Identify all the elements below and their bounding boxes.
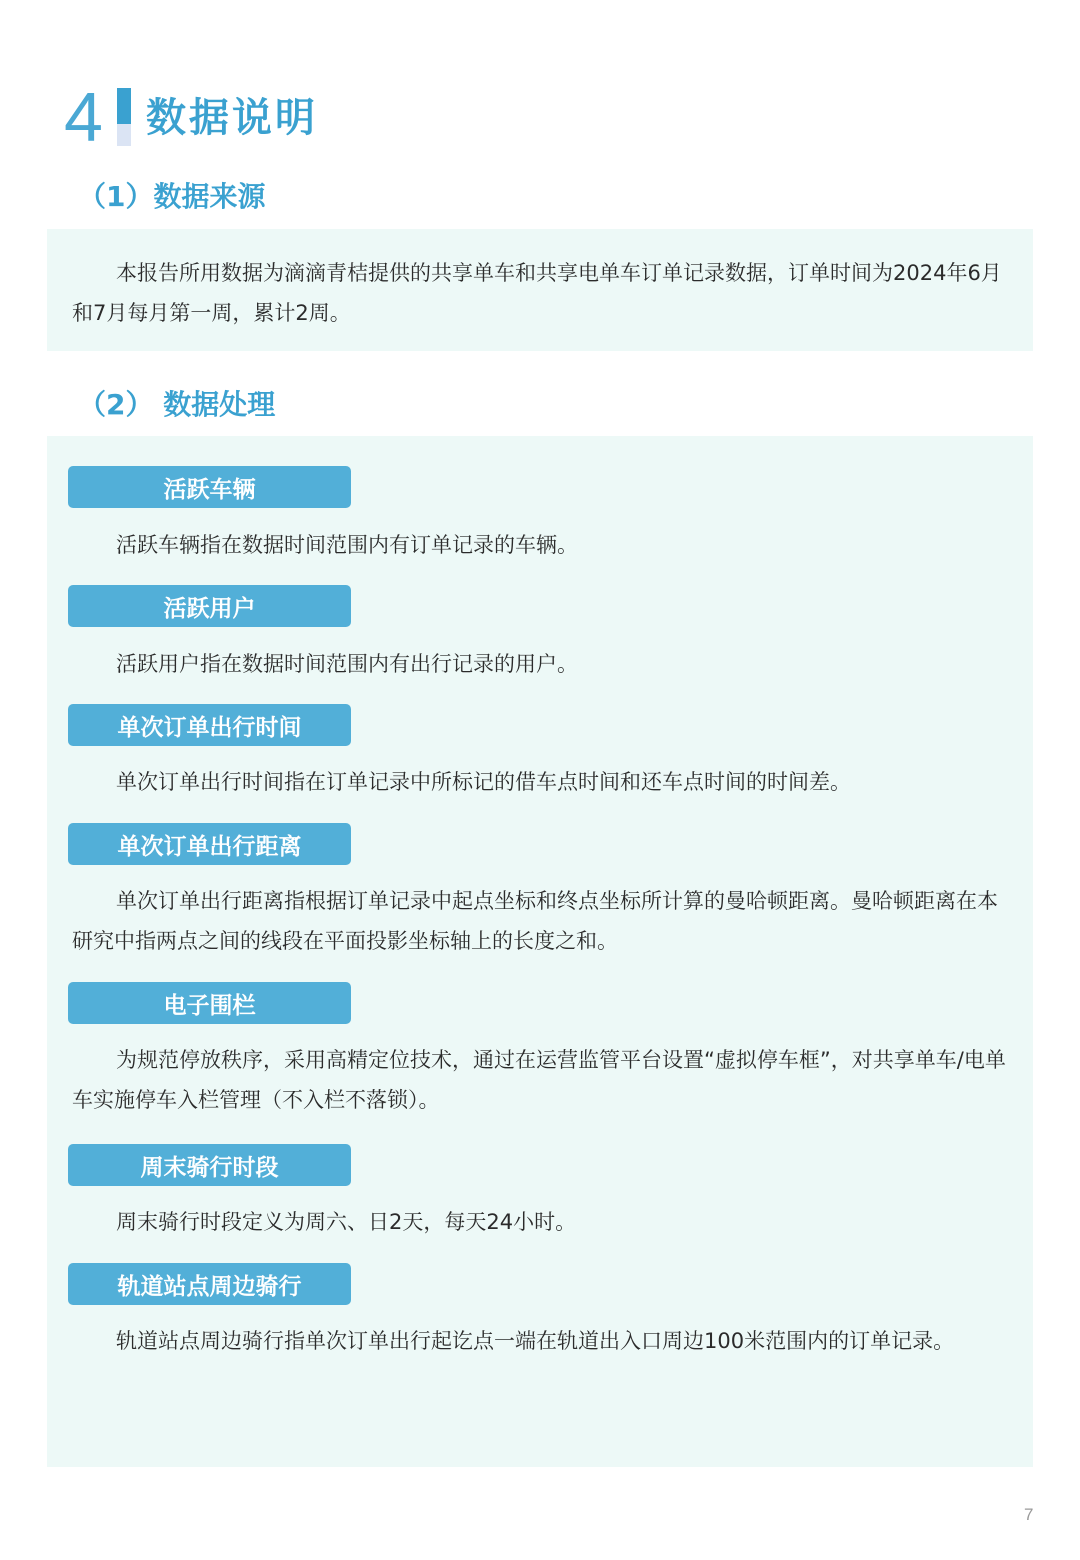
term-tag-trip-distance: 单次订单出行距离 xyxy=(68,823,351,865)
term-definition-metro-station-riding: 轨道站点周边骑行指单次订单出行起讫点一端在轨道出入口周边100米范围内的订单记录。 xyxy=(116,1329,955,1353)
term-definition-weekend-riding: 周末骑行时段定义为周六、日2天，每天24小时。 xyxy=(116,1210,577,1234)
term-tag-active-users: 活跃用户 xyxy=(68,585,351,627)
term-tag-active-vehicles: 活跃车辆 xyxy=(68,466,351,508)
term-tag-metro-station-riding: 轨道站点周边骑行 xyxy=(68,1263,351,1305)
term-definition-trip-distance: 单次订单出行距离指根据订单记录中起点坐标和终点坐标所计算的曼哈顿距离。曼哈顿距离在本研究中指两点之间的线段在平面投影坐标轴上的长度之和。 xyxy=(72,889,998,953)
chapter-number: 4 xyxy=(64,78,103,156)
term-definition-active-users: 活跃用户指在数据时间范围内有出行记录的用户。 xyxy=(116,652,578,676)
term-definition-geofence: 为规范停放秩序，采用高精定位技术，通过在运营监管平台设置“虚拟停车框”，对共享单车/电单车实施停车入栏管理（不入栏不落锁）。 xyxy=(72,1048,1006,1112)
chapter-title: 数据说明 xyxy=(146,95,318,141)
section-heading-data-source: （1）数据来源 xyxy=(78,180,266,213)
term-definition-trip-time: 单次订单出行时间指在订单记录中所标记的借车点时间和还车点时间的时间差。 xyxy=(116,770,851,794)
data-source-paragraph: 本报告所用数据为滴滴青桔提供的共享单车和共享电单车订单记录数据，订单时间为2024年6月和7月每月第一周，累计2周。 xyxy=(72,261,1002,325)
chapter-accent-bar xyxy=(117,88,131,146)
term-tag-trip-time: 单次订单出行时间 xyxy=(68,704,351,746)
page-number: 7 xyxy=(1024,1505,1034,1524)
term-tag-weekend-riding: 周末骑行时段 xyxy=(68,1144,351,1186)
term-tag-geofence: 电子围栏 xyxy=(68,982,351,1024)
term-definition-active-vehicles: 活跃车辆指在数据时间范围内有订单记录的车辆。 xyxy=(116,533,578,557)
section-heading-data-processing: （2） 数据处理 xyxy=(78,388,276,421)
